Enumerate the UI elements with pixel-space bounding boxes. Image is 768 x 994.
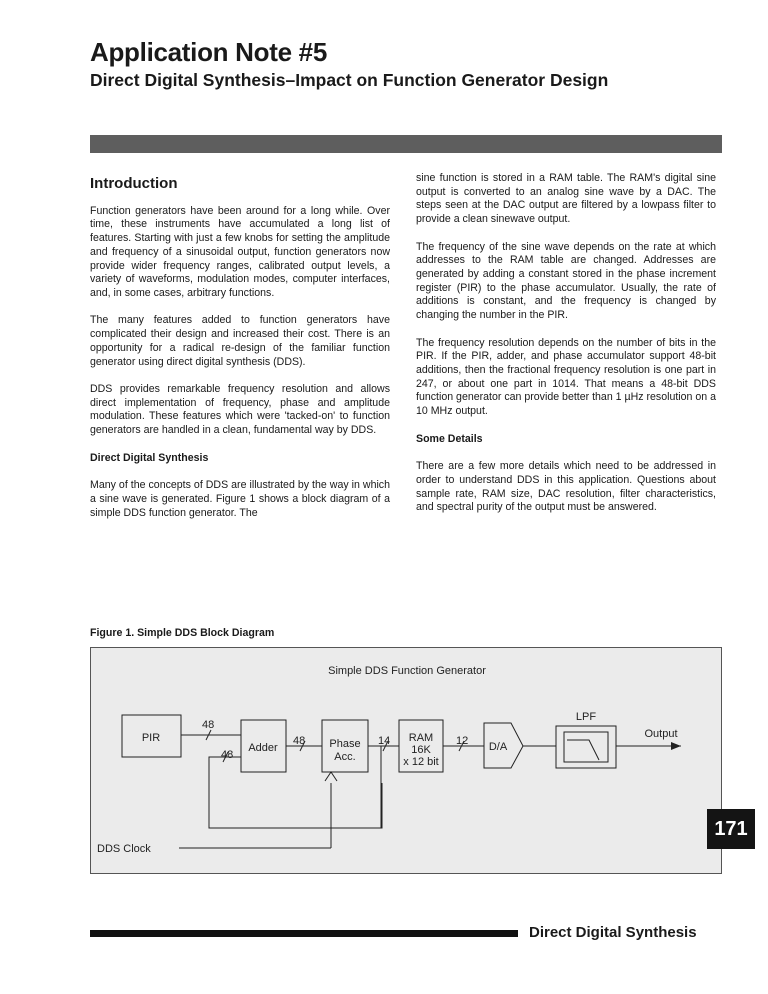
paragraph: The many features added to function generators have complicated their design and increased their cost. There is an opportunity for a radical re-design of the familiar function generator using direct digital synthesis (DDS). xyxy=(90,314,390,368)
subheading-some-details: Some Details xyxy=(416,432,483,445)
page-number-tab: 171 xyxy=(707,809,755,849)
paragraph: There are a few more details which need to be addressed in order to understand DDS in this application. Questions about sample rate, RAM size, DAC resolution, filter characteristics, and spectral purity of the output must be answered. xyxy=(416,460,716,514)
paragraph: sine function is stored in a RAM table. The RAM's digital sine output is converted to an analog sine wave by a DAC. The steps seen at the DAC output are filtered by a lowpass filter to provide a clean sinewave output. xyxy=(416,172,716,226)
ram-label-2: 16K xyxy=(411,744,431,756)
block-diagram-svg xyxy=(91,648,723,875)
adder-label: Adder xyxy=(248,742,278,754)
dds-block-diagram xyxy=(90,647,722,874)
diagram-title: Simple DDS Function Generator xyxy=(328,665,486,677)
paragraph: The frequency of the sine wave depends on the rate at which addresses to the RAM table are changed. Addresses are generated by adding a constant stored in the phase increment register (PIR) to the phase accumulator. Usually, the rate of additions is constant, and the frequency is changed by changing the number in the PIR. xyxy=(416,240,716,322)
phase-label-1: Phase xyxy=(329,738,361,750)
output-arrowhead xyxy=(671,742,681,750)
bus-width-label: 48 xyxy=(293,735,306,747)
phase-label-2: Acc. xyxy=(334,751,356,763)
ram-label-3: x 12 bit xyxy=(403,756,439,768)
pir-label: PIR xyxy=(141,732,161,744)
subheading-dds: Direct Digital Synthesis xyxy=(90,451,209,464)
header-divider-bar xyxy=(90,135,722,153)
bus-width-label: 48 xyxy=(221,749,234,761)
paragraph: Many of the concepts of DDS are illustrated by the way in which a sine wave is generated. Figure 1 shows a block diagram of a simple DDS function generator. The xyxy=(90,479,390,519)
paragraph: The frequency resolution depends on the number of bits in the PIR. If the PIR, adder, and phase accumulator support 48-bit additions, then the fractional frequency resolution is one part in 247, or about one part in 1014. That means a 48-bit DDS function generator can provide better than 1 µHz resolution on a 10 MHz output. xyxy=(416,336,716,418)
wire-phase-ram xyxy=(368,746,399,828)
clock-label: DDS Clock xyxy=(97,843,151,855)
bus-width-label: 48 xyxy=(202,719,215,731)
ram-label-1: RAM xyxy=(408,732,434,744)
figure-caption: Figure 1. Simple DDS Block Diagram xyxy=(90,627,275,639)
footer-section-title: Direct Digital Synthesis xyxy=(529,924,697,941)
right-column xyxy=(416,172,716,529)
left-column xyxy=(90,172,390,534)
clock-input-triangle xyxy=(325,772,337,781)
footer-bar xyxy=(90,930,518,937)
paragraph: Function generators have been around for a long while. Over time, these instruments have accumulated a long list of features. Starting with just a few knobs for setting the amplitude and frequency of a sinusoidal output, function generators now provide wider frequency ranges, calibrated output levels, a variety of waveforms, modulation modes, computer interfaces, and, in some cases, arbitrary functions. xyxy=(90,204,390,299)
bus-width-label: 12 xyxy=(456,735,469,747)
section-heading-introduction: Introduction xyxy=(90,175,178,192)
dac-label: D/A xyxy=(488,741,508,753)
bus-width-label: 14 xyxy=(378,735,391,747)
paragraph: DDS provides remarkable frequency resolution and allows direct implementation of frequency, phase and amplitude modulation. These features which were 'tacked-on' to function generators are handled in a clean, fundamental way by DDS. xyxy=(90,383,390,437)
lpf-label: LPF xyxy=(575,711,597,723)
page-title: Application Note #5 xyxy=(90,37,327,67)
output-label: Output xyxy=(644,728,678,740)
page-subtitle: Direct Digital Synthesis–Impact on Function Generator Design xyxy=(90,70,609,90)
